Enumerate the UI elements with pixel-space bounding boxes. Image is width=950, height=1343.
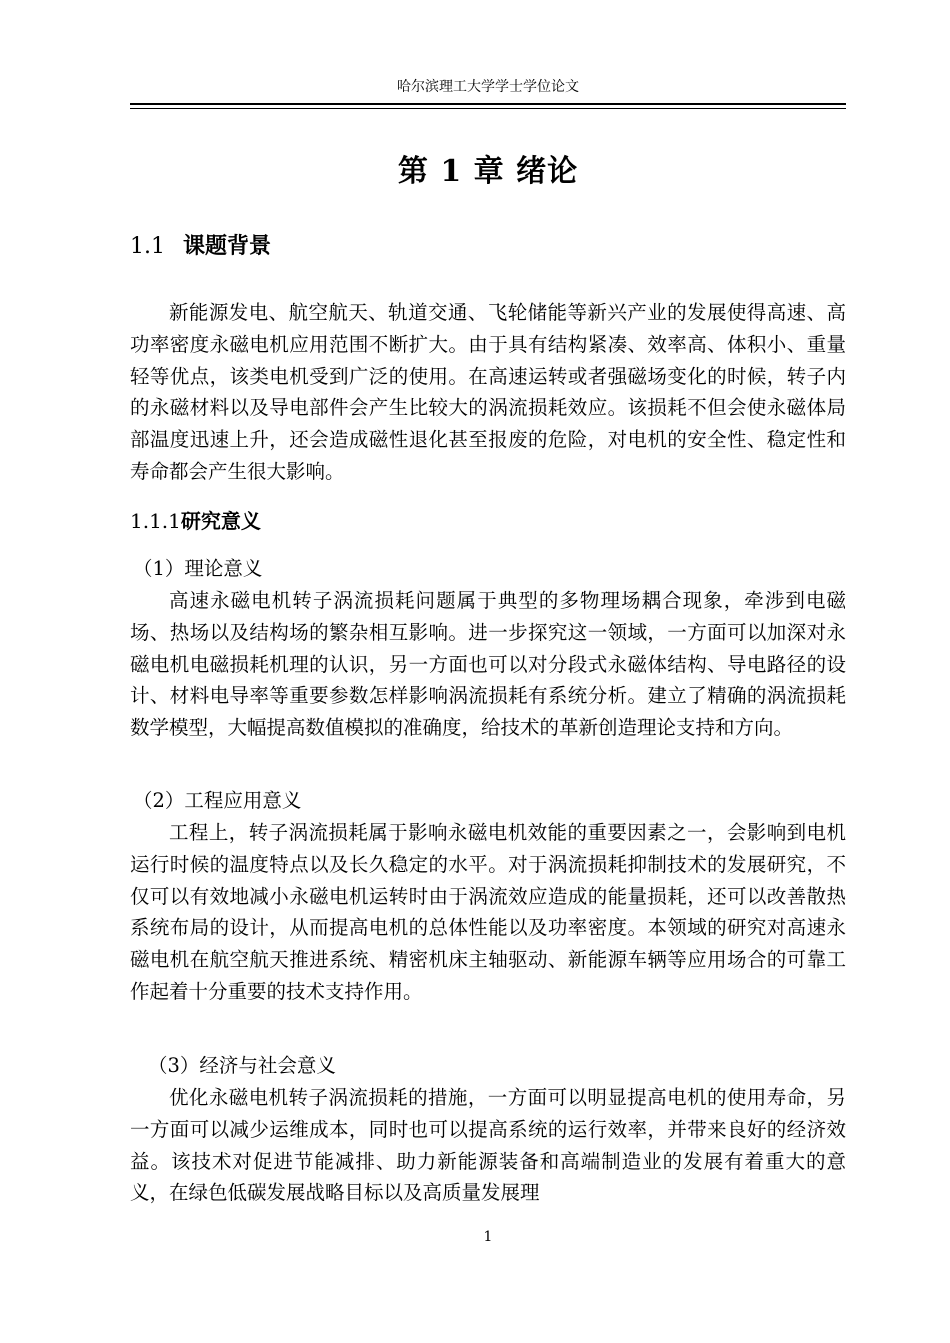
item-label-engineering: （2）工程应用意义 xyxy=(133,789,302,812)
item-paragraph-economic: 优化永磁电机转子涡流损耗的措施，一方面可以明显提高电机的使用寿命，另一方面可以减少运维成本，同时也可以提高系统的运行效率，并带来良好的经济效益。该技术对促进节能减排、助力新能源装备和高端制造业的发展有着重大的意义，在绿色低碳发展战略目标以及高质量发展理 xyxy=(130,1086,846,1205)
section-number: 1.1 xyxy=(130,234,165,259)
header-rule xyxy=(130,103,846,105)
item-label-economic: （3）经济与社会意义 xyxy=(148,1054,336,1077)
subsection-heading xyxy=(130,507,261,535)
page-number: 1 xyxy=(483,1229,493,1245)
running-header: 哈尔滨理工大学学士学位论文 xyxy=(397,79,579,95)
subsection-number: 1.1.1 xyxy=(130,509,181,533)
item-paragraph-theory: 高速永磁电机转子涡流损耗问题属于典型的多物理场耦合现象，牵涉到电磁场、热场以及结构场的繁杂相互影响。进一步探究这一领域，一方面可以加深对永磁电机电磁损耗机理的认识，另一方面也可以对分段式永磁体结构、导电路径的设计、材料电导率等重要参数怎样影响涡流损耗有系统分析。建立了精确的涡流损耗数学模型，大幅提高数值模拟的准确度，给技术的革新创造理论支持和方向。 xyxy=(130,589,846,740)
item-paragraph-engineering: 工程上，转子涡流损耗属于影响永磁电机效能的重要因素之一，会影响到电机运行时候的温度特点以及长久稳定的水平。对于涡流损耗抑制技术的发展研究，不仅可以有效地减小永磁电机运转时由于涡流效应造成的能量损耗，还可以改善散热系统布局的设计，从而提高电机的总体性能以及功率密度。本领域的研究对高速永磁电机在航空航天推进系统、精密机床主轴驱动、新能源车辆等应用场合的可靠工作起着十分重要的技术支持作用。 xyxy=(130,821,846,1003)
header-rule-thin xyxy=(130,108,846,109)
section-title: 课题背景 xyxy=(183,234,272,259)
intro-paragraph: 新能源发电、航空航天、轨道交通、飞轮储能等新兴产业的发展使得高速、高功率密度永磁电机应用范围不断扩大。由于具有结构紧凑、效率高、体积小、重量轻等优点，该类电机受到广泛的使用。在高速运转或者强磁场变化的时候，转子内的永磁材料以及导电部件会产生比较大的涡流损耗效应。该损耗不但会使永磁体局部温度迅速上升，还会造成磁性退化甚至报废的危险，对电机的安全性、稳定性和寿命都会产生很大影响。 xyxy=(130,301,846,483)
item-label-theory: （1）理论意义 xyxy=(133,557,263,580)
section-heading xyxy=(130,232,271,262)
subsection-title: 研究意义 xyxy=(180,509,261,533)
chapter-title: 第 1 章 绪论 xyxy=(397,154,579,189)
